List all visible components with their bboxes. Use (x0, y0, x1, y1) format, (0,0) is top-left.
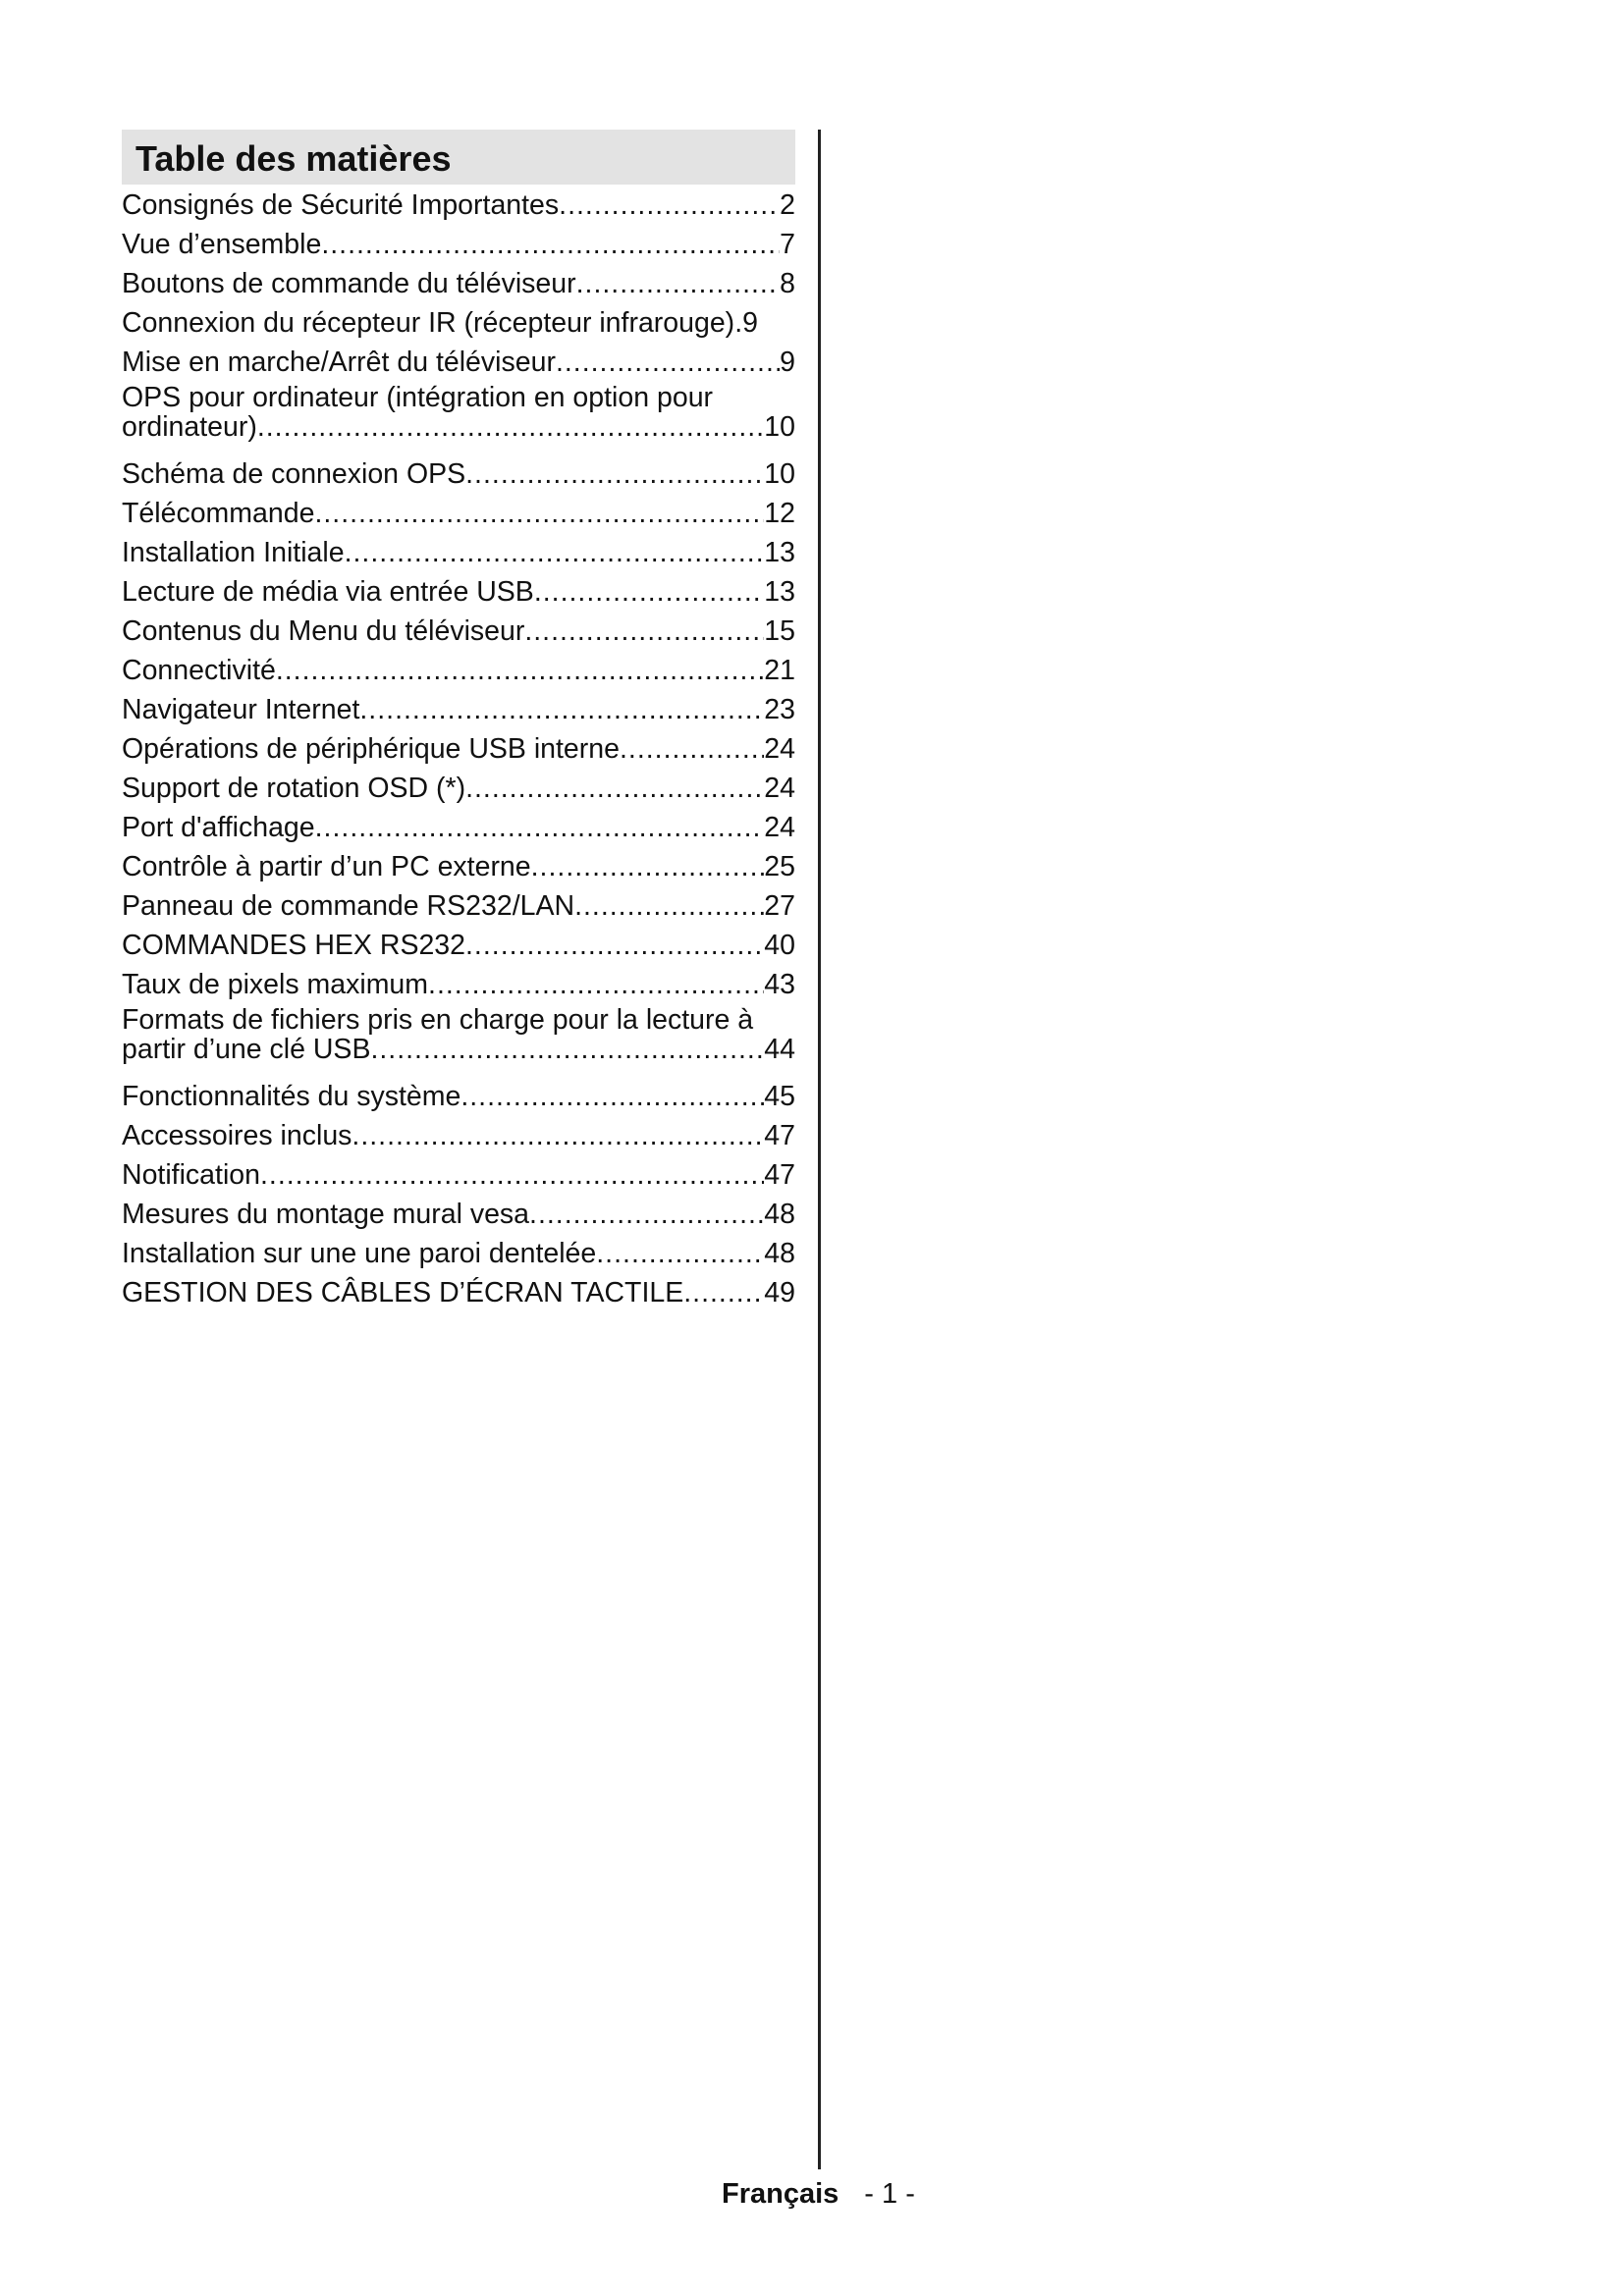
toc-entry-page: 24 (764, 812, 795, 843)
toc-entry[interactable] (122, 534, 795, 573)
toc-entry-page: 49 (764, 1277, 795, 1308)
toc-entry-page: 47 (764, 1159, 795, 1191)
toc-leader-dots (559, 188, 780, 222)
toc-entry-page: 7 (780, 229, 795, 260)
toc-leader-dots (556, 346, 780, 379)
toc-entry[interactable] (122, 770, 795, 809)
toc-entry-page: 13 (764, 576, 795, 608)
toc-entry[interactable] (122, 1235, 795, 1274)
toc-entry[interactable] (122, 187, 795, 226)
toc-entry-title: Contenus du Menu du téléviseur (122, 615, 525, 647)
toc-entry-title: Fonctionnalités du système (122, 1081, 461, 1112)
toc-entry-page: 48 (764, 1238, 795, 1269)
toc-leader-dots (465, 772, 764, 805)
toc-entry-page: 44 (764, 1034, 795, 1065)
toc-entry[interactable] (122, 1005, 795, 1078)
toc-entry[interactable] (122, 1078, 795, 1117)
toc-entry-title: Support de rotation OSD (*) (122, 773, 466, 804)
toc-entry-title: Boutons de commande du téléviseur (122, 268, 576, 299)
toc-entry-page: 21 (764, 655, 795, 686)
toc-entry-title: Installation sur une une paroi dentelée (122, 1238, 597, 1269)
toc-entry-page: 8 (780, 268, 795, 299)
toc-entry-page: 27 (764, 890, 795, 922)
toc-leader-dots (315, 811, 765, 844)
toc-entry-page: 15 (764, 615, 795, 647)
toc-leader-dots (534, 575, 764, 609)
toc-entry-title: Installation Initiale (122, 537, 345, 568)
toc-entry-title: Vue d’ensemble (122, 229, 322, 260)
toc-entry-title: GESTION DES CÂBLES D’ÉCRAN TACTILE (122, 1277, 684, 1308)
toc-entry-page: .9 (734, 307, 758, 339)
toc-leader-dots (370, 1035, 764, 1064)
toc-entry-title: Navigateur Internet (122, 694, 360, 725)
toc-leader-dots (531, 850, 765, 883)
toc-entry-page: 45 (764, 1081, 795, 1112)
toc-entry[interactable] (122, 304, 795, 344)
toc-entry[interactable] (122, 1196, 795, 1235)
toc-entry-page: 24 (764, 773, 795, 804)
toc-leader-dots (465, 929, 764, 962)
toc-entry-page: 48 (764, 1199, 795, 1230)
toc-entry-title: Port d'affichage (122, 812, 315, 843)
toc-leader-dots (352, 1119, 764, 1152)
toc-entry-page: 12 (764, 498, 795, 529)
toc-leader-dots (465, 457, 764, 491)
toc-entry-title: Panneau de commande RS232/LAN (122, 890, 575, 922)
toc-entry[interactable] (122, 613, 795, 652)
toc-leader-dots (321, 228, 780, 261)
toc-entry[interactable] (122, 226, 795, 265)
toc-entry-page: 2 (780, 189, 795, 221)
footer-language: Français (722, 2178, 839, 2210)
toc-entry-title: Consignés de Sécurité Importantes (122, 189, 560, 221)
footer-page-number: - 1 - (864, 2178, 915, 2210)
toc-leader-dots (620, 732, 764, 766)
toc-entry-title: Accessoires inclus (122, 1120, 352, 1151)
toc-entry[interactable] (122, 652, 795, 691)
toc-entry-page: 24 (764, 733, 795, 765)
toc-entry[interactable] (122, 495, 795, 534)
toc-entry-title: Contrôle à partir d’un PC externe (122, 851, 531, 882)
toc-entry[interactable] (122, 1117, 795, 1156)
toc-entry-title: Schéma de connexion OPS (122, 458, 466, 490)
toc-entry[interactable] (122, 887, 795, 927)
toc-entry-page: 40 (764, 930, 795, 961)
toc-entry-title: Connectivité (122, 655, 276, 686)
toc-entry-page: 10 (764, 411, 795, 443)
toc-entry-page: 43 (764, 969, 795, 1000)
toc-entry-title-continued: ordinateur) (122, 411, 257, 443)
toc-entry-title: Lecture de média via entrée USB (122, 576, 534, 608)
toc-leader-dots (428, 968, 764, 1001)
toc-leader-dots (460, 1080, 764, 1113)
toc-entry[interactable] (122, 966, 795, 1005)
toc-entry[interactable] (122, 344, 795, 383)
toc-entry[interactable] (122, 383, 795, 455)
toc-entry-title: Opérations de périphérique USB interne (122, 733, 620, 765)
toc-entry-title: Connexion du récepteur IR (récepteur infrarouge) (122, 307, 735, 339)
toc-entry[interactable] (122, 809, 795, 848)
toc-entry-page: 25 (764, 851, 795, 882)
toc-entry-title: Taux de pixels maximum (122, 969, 429, 1000)
toc-entry[interactable] (122, 730, 795, 770)
toc-entry-title: OPS pour ordinateur (intégration en option pour (122, 382, 714, 413)
toc-leader-dots (576, 267, 781, 300)
toc-entry[interactable] (122, 1274, 795, 1313)
table-of-contents (122, 130, 795, 1313)
toc-entry[interactable] (122, 691, 795, 730)
toc-leader-dots (524, 614, 764, 648)
toc-heading: Table des matières (122, 130, 795, 185)
toc-leader-dots (257, 412, 764, 442)
toc-entry-title: Mesures du montage mural vesa (122, 1199, 530, 1230)
toc-entry-page: 47 (764, 1120, 795, 1151)
toc-leader-dots (359, 693, 764, 726)
toc-entry-title-continued: partir d’une clé USB (122, 1034, 371, 1065)
toc-leader-dots (345, 536, 765, 569)
toc-entry-title: Mise en marche/Arrêt du téléviseur (122, 347, 556, 378)
toc-entry[interactable] (122, 1156, 795, 1196)
toc-entry-title: COMMANDES HEX RS232 (122, 930, 466, 961)
toc-leader-dots (260, 1158, 764, 1192)
page-footer (722, 2177, 915, 2211)
toc-entry[interactable] (122, 265, 795, 304)
toc-leader-dots (529, 1198, 764, 1231)
toc-leader-dots (596, 1237, 764, 1270)
toc-entry-title: Formats de fichiers pris en charge pour la lecture à (122, 1004, 754, 1036)
toc-entry[interactable] (122, 927, 795, 966)
toc-leader-dots (574, 889, 764, 923)
toc-entry-title: Télécommande (122, 498, 315, 529)
toc-entry-title: Notification (122, 1159, 260, 1191)
toc-entry[interactable] (122, 848, 795, 887)
toc-leader-dots (683, 1276, 764, 1309)
toc-entry[interactable] (122, 455, 795, 495)
toc-entry[interactable] (122, 573, 795, 613)
toc-entry-page: 13 (764, 537, 795, 568)
toc-entry-page: 23 (764, 694, 795, 725)
toc-entry-page: 10 (764, 458, 795, 490)
toc-leader-dots (276, 654, 764, 687)
toc-leader-dots (314, 497, 764, 530)
column-divider (818, 130, 821, 2169)
toc-entry-page: 9 (780, 347, 795, 378)
